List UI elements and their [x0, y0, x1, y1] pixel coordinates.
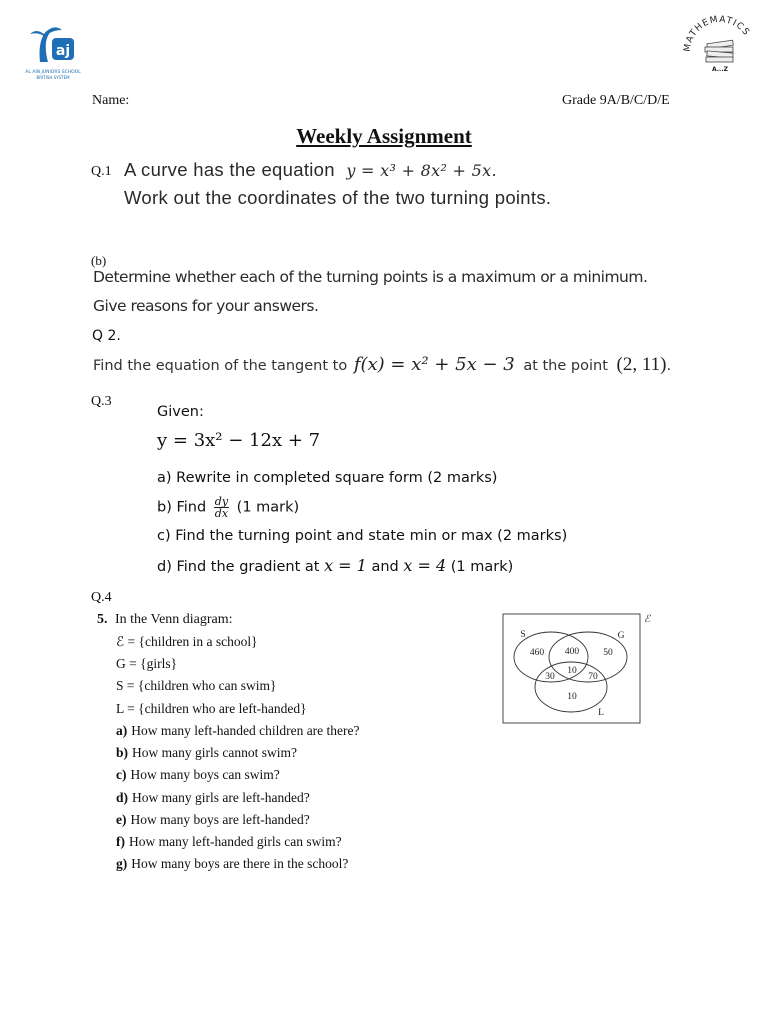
q1-part-b-line2: Give reasons for your answers. [93, 297, 319, 315]
q4-question-e: e) How many boys are left-handed? [116, 811, 310, 827]
q4-intro [97, 609, 233, 631]
q1-part-b-line1: Determine whether each of the turning points is a maximum or a minimum. [93, 268, 648, 286]
q4-question-b: b) How many girls cannot swim? [116, 745, 297, 761]
q4-question-f: f) How many left-handed girls can swim? [116, 834, 342, 850]
q4-question-a: a) How many left-handed children are there? [116, 723, 360, 738]
q3-number: Q.3 [91, 394, 112, 409]
q3-part-b [157, 496, 299, 519]
stamp-subtext: A...Z [712, 66, 728, 73]
q4-question-c: c) How many boys can swim? [116, 767, 280, 783]
q3-equation: y = 3x² − 12x + 7 [157, 430, 321, 451]
venn-universal-label: ℰ [644, 614, 651, 625]
q4-question-d: d) How many girls are left-handed? [116, 789, 310, 805]
page-title: Weekly Assignment [296, 124, 472, 148]
q2-text-before: Find the equation of the tangent to [93, 358, 348, 374]
q4-number: Q.4 [91, 590, 112, 605]
q4-intro-number: 5. [97, 612, 108, 627]
q3-x1: x = 1 [324, 556, 367, 575]
q4-intro-text: In the Venn diagram: [115, 612, 233, 627]
venn-g-only: 50 [603, 648, 613, 658]
q3-part-a: a) Rewrite in completed square form (2 marks) [157, 470, 498, 486]
venn-s-and-l: 30 [545, 672, 555, 682]
q3-part-d-text: d) Find the gradient at [157, 559, 320, 575]
q2-text-mid: at the point [523, 358, 608, 374]
mathematics-stamp [682, 12, 758, 76]
q4-definitions [116, 631, 307, 720]
q4-questions [116, 720, 360, 875]
q2-function: f(x) = x² + 5x − 3 [353, 354, 515, 375]
def-universal: ℰ = {children in a school} [116, 634, 258, 649]
venn-label-g: G [617, 631, 625, 641]
q1-line1-text: A curve has the equation [124, 159, 335, 180]
q2-end: . [666, 358, 672, 374]
school-logo-graphic [18, 24, 88, 64]
venn-s-and-g: 400 [564, 647, 580, 657]
svg-text:aj: aj [55, 43, 71, 59]
venn-all-three: 10 [567, 666, 577, 676]
q2-number: Q 2. [92, 328, 121, 344]
venn-g-and-l: 70 [588, 672, 598, 682]
venn-label-s: S [520, 630, 526, 640]
q2-line [93, 354, 671, 376]
venn-diagram [500, 610, 660, 726]
def-left-handed: L = {children who are left-handed} [116, 700, 307, 716]
school-logo [18, 24, 88, 80]
q3-part-d [157, 556, 513, 575]
q3-given: Given: [157, 404, 204, 420]
q3-part-b-text: b) Find [157, 499, 207, 516]
q1-part-b-label: (b) [91, 253, 107, 268]
q3-part-c: c) Find the turning point and state min or max (2 marks) [157, 528, 568, 544]
venn-label-l: L [598, 708, 604, 718]
q3-and: and [371, 559, 399, 575]
dy-dx-fraction: $\frac{dy}{dx}$ [214, 495, 229, 520]
q3-part-d-marks: (1 mark) [450, 559, 514, 575]
q2-point: (2, 11) [616, 354, 667, 375]
def-girls: G = {girls} [116, 656, 178, 672]
venn-l-only: 10 [567, 692, 577, 702]
grade-label: Grade 9A/B/C/D/E [562, 93, 670, 108]
q3-x2: x = 4 [403, 556, 447, 575]
q1-line1 [124, 159, 497, 181]
q1-equation: y = x³ + 8x² + 5x. [346, 161, 497, 180]
q1-line2: Work out the coordinates of the two turning points. [124, 187, 552, 208]
name-label: Name: [92, 93, 130, 108]
school-name-line2: BRITISH SYSTEM [36, 75, 70, 80]
stamp-text: MATHEMATICS [682, 14, 752, 53]
q1-number: Q.1 [91, 164, 112, 179]
school-name-line1: AL AIN JUNIORS SCHOOL [25, 70, 81, 75]
def-swim: S = {children who can swim} [116, 678, 277, 694]
books-icon [705, 40, 733, 62]
venn-s-only: 460 [529, 648, 545, 658]
q4-question-g: g) How many boys are there in the school? [116, 856, 349, 872]
q3-part-b-marks: (1 mark) [236, 499, 300, 516]
